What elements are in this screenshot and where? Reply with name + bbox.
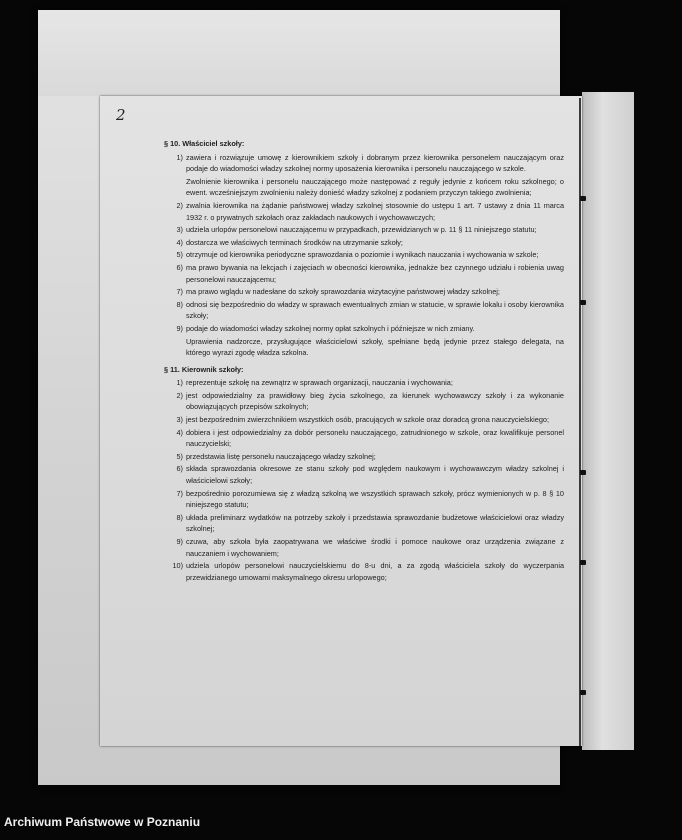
section-11-item-text: bezpośrednio porozumiewa się z władzą szkolną we wszystkich sprawach szkoły, prócz wymienionych w p. 8 § 10 niniejszego statutu; <box>186 488 564 510</box>
section-10-item <box>164 286 564 298</box>
section-11-item <box>164 463 564 486</box>
section-10-item <box>164 299 564 322</box>
binding-hole <box>580 560 586 565</box>
right-sheet-edge <box>582 92 634 750</box>
section-10-item <box>164 262 564 285</box>
binding-hole <box>580 470 586 475</box>
section-11-item-text: układa preliminarz wydatków na potrzeby szkoły i przedstawia sprawozdanie budżetowe właścicielowi oraz władzy szkolnej; <box>186 512 564 534</box>
section-10-item-number: 7) <box>176 287 183 297</box>
page-number: 2 <box>116 106 126 124</box>
section-11-item-number: 1) <box>176 378 183 388</box>
binding-hole <box>580 300 586 305</box>
section-10-item-number: 2) <box>176 200 183 210</box>
section-11-item <box>164 512 564 535</box>
section-10-item-text: podaje do wiadomości władzy szkolnej normy opłat szkolnych i późniejsze w nich zmiany. <box>186 323 475 333</box>
section-11-item-number: 2) <box>176 390 183 400</box>
section-11-item-number: 5) <box>176 451 183 461</box>
section-11-item-text: składa sprawozdania okresowe ze stanu szkoły pod względem naukowym i wychowawczym władzy szkolnej i właścicielowi szkoły; <box>186 464 564 486</box>
section-10-item-text: zwalnia kierownika na żądanie państwowej władzy szkolnej stosownie do ustępu 1 art. 7 ustawy z dnia 11 marca 1932 r. o prywatnych szkołach oraz zakładach naukowych i wychowawczych; <box>186 200 564 222</box>
section-11-item-text: udziela urlopów personelowi nauczycielskiemu do 8-u dni, a za zgodą właściciela szkoły do wyczerpania przewidzianego umowami maksymalnego okresu urlopowego; <box>186 561 564 582</box>
underlying-sheet-top <box>38 10 560 96</box>
section-11-item <box>164 560 564 583</box>
section-10-item <box>164 152 564 175</box>
section-11-item <box>164 488 564 511</box>
section-10-heading: § 10. Właściciel szkoły: <box>164 139 245 148</box>
section-10-items <box>164 152 564 335</box>
section-10-item-text: ma prawo wglądu w nadesłane do szkoły sprawozdania wizytacyjne państwowej władzy szkolnej; <box>186 287 500 297</box>
section-11-item-text: jest odpowiedzialny za prawidłowy bieg życia szkolnego, za kierunek wychowawczy szkoły i za wykonanie obowiązujących przepisów szkolnych; <box>186 390 564 412</box>
archive-watermark: Archiwum Państwowe w Poznaniu <box>4 815 201 829</box>
section-11-item-text: czuwa, aby szkoła była zaopatrywana we właściwe środki i pomoce naukowe oraz urządzenia związane z nauczaniem i wychowaniem; <box>186 537 564 558</box>
section-11-item-number: 8) <box>176 512 183 522</box>
section-11-item-text: dobiera i jest odpowiedzialny za dobór personelu nauczającego, zatrudnionego w szkole, oraz kwalifikuje personel nauczycielski; <box>186 427 564 449</box>
section-10-item-text: dostarcza we właściwych terminach środków na utrzymanie szkoły; <box>186 237 403 247</box>
section-11-item-text: przedstawia listę personelu nauczającego władzy szkolnej; <box>186 451 376 461</box>
section-11-item-number: 3) <box>176 415 183 425</box>
section-11-item <box>164 377 564 389</box>
section-10-item-text: otrzymuje od kierownika periodyczne sprawozdania o poziomie i wynikach nauczania i wychowania w szkole; <box>186 250 539 260</box>
section-11-item-text: reprezentuje szkołę na zewnątrz w sprawach organizacji, nauczania i wychowania; <box>186 378 453 388</box>
section-11-item <box>164 451 564 463</box>
section-10-item <box>164 237 564 249</box>
section-11-item-number: 6) <box>176 464 183 474</box>
section-10-item <box>164 249 564 261</box>
binding-hole <box>580 196 586 201</box>
section-10-item-text: odnosi się bezpośrednio do władzy w sprawach ewentualnych zmian w statucie, w sprawie lokalu i osoby kierownika szkoły; <box>186 299 564 321</box>
section-11-item <box>164 427 564 450</box>
section-10-item-text: Zwolnienie kierownika i personelu nauczającego może następować z reguły jedynie z końcem roku szkolnego; o ewent. wcześniejszym zwolnieniu należy donieść władzy szkolnej z podaniem przyczyn takiego zwolnienia; <box>186 176 564 198</box>
section-11-items <box>164 377 564 583</box>
section-11-item <box>164 536 564 559</box>
section-11-item-number: 7) <box>176 488 183 498</box>
section-10-item-number: 3) <box>176 225 183 235</box>
section-10-item-number: 5) <box>176 250 183 260</box>
section-10-item <box>164 176 564 199</box>
section-10-item-number: 6) <box>176 262 183 272</box>
section-10-item-text: ma prawo bywania na lekcjach i zajęciach w obecności kierownika, jednakże bez czynnego udziału i robienia uwag personelowi nauczającemu; <box>186 262 564 284</box>
document-content <box>164 138 564 584</box>
section-10-item-text: zawiera i rozwiązuje umowę z kierownikiem szkoły i dobranym przez kierownika personelem nauczającym oraz podaje do wiadomości władzy szkolnej normy uposażenia kierownika i personelu nauczającego w szkole. <box>186 152 564 174</box>
section-10-note: Uprawienia nadzorcze, przysługujące właścicielowi szkoły, spełniane będą jedynie przez stałego delegata, na którego wyrazi zgodę władza szkolna. <box>186 336 564 358</box>
section-11-item <box>164 390 564 413</box>
section-10-item-number: 8) <box>176 299 183 309</box>
section-10-item <box>164 323 564 335</box>
section-11-item-number: 10) <box>172 561 183 571</box>
binding-hole <box>580 690 586 695</box>
section-10-item-number <box>164 176 186 199</box>
section-11-item-number: 4) <box>176 427 183 437</box>
section-10-item-number: 9) <box>176 323 183 333</box>
section-10-item <box>164 224 564 236</box>
section-11-item-text: jest bezpośrednim zwierzchnikiem wszystkich osób, pracujących w szkole oraz doradcą grona nauczycielskiego; <box>186 415 549 425</box>
section-11-item-number: 9) <box>176 537 183 546</box>
section-10-item-text: udziela urlopów personelowi nauczającemu w przypadkach, przewidzianych w p. 11 § 11 niniejszego statutu; <box>186 225 537 235</box>
section-10-item-number: 1) <box>176 152 183 162</box>
document-page <box>100 96 582 746</box>
section-10-item-number: 4) <box>176 237 183 247</box>
section-11-item <box>164 414 564 426</box>
section-10-item <box>164 200 564 223</box>
section-11-heading: § 11. Kierownik szkoły: <box>164 364 244 374</box>
